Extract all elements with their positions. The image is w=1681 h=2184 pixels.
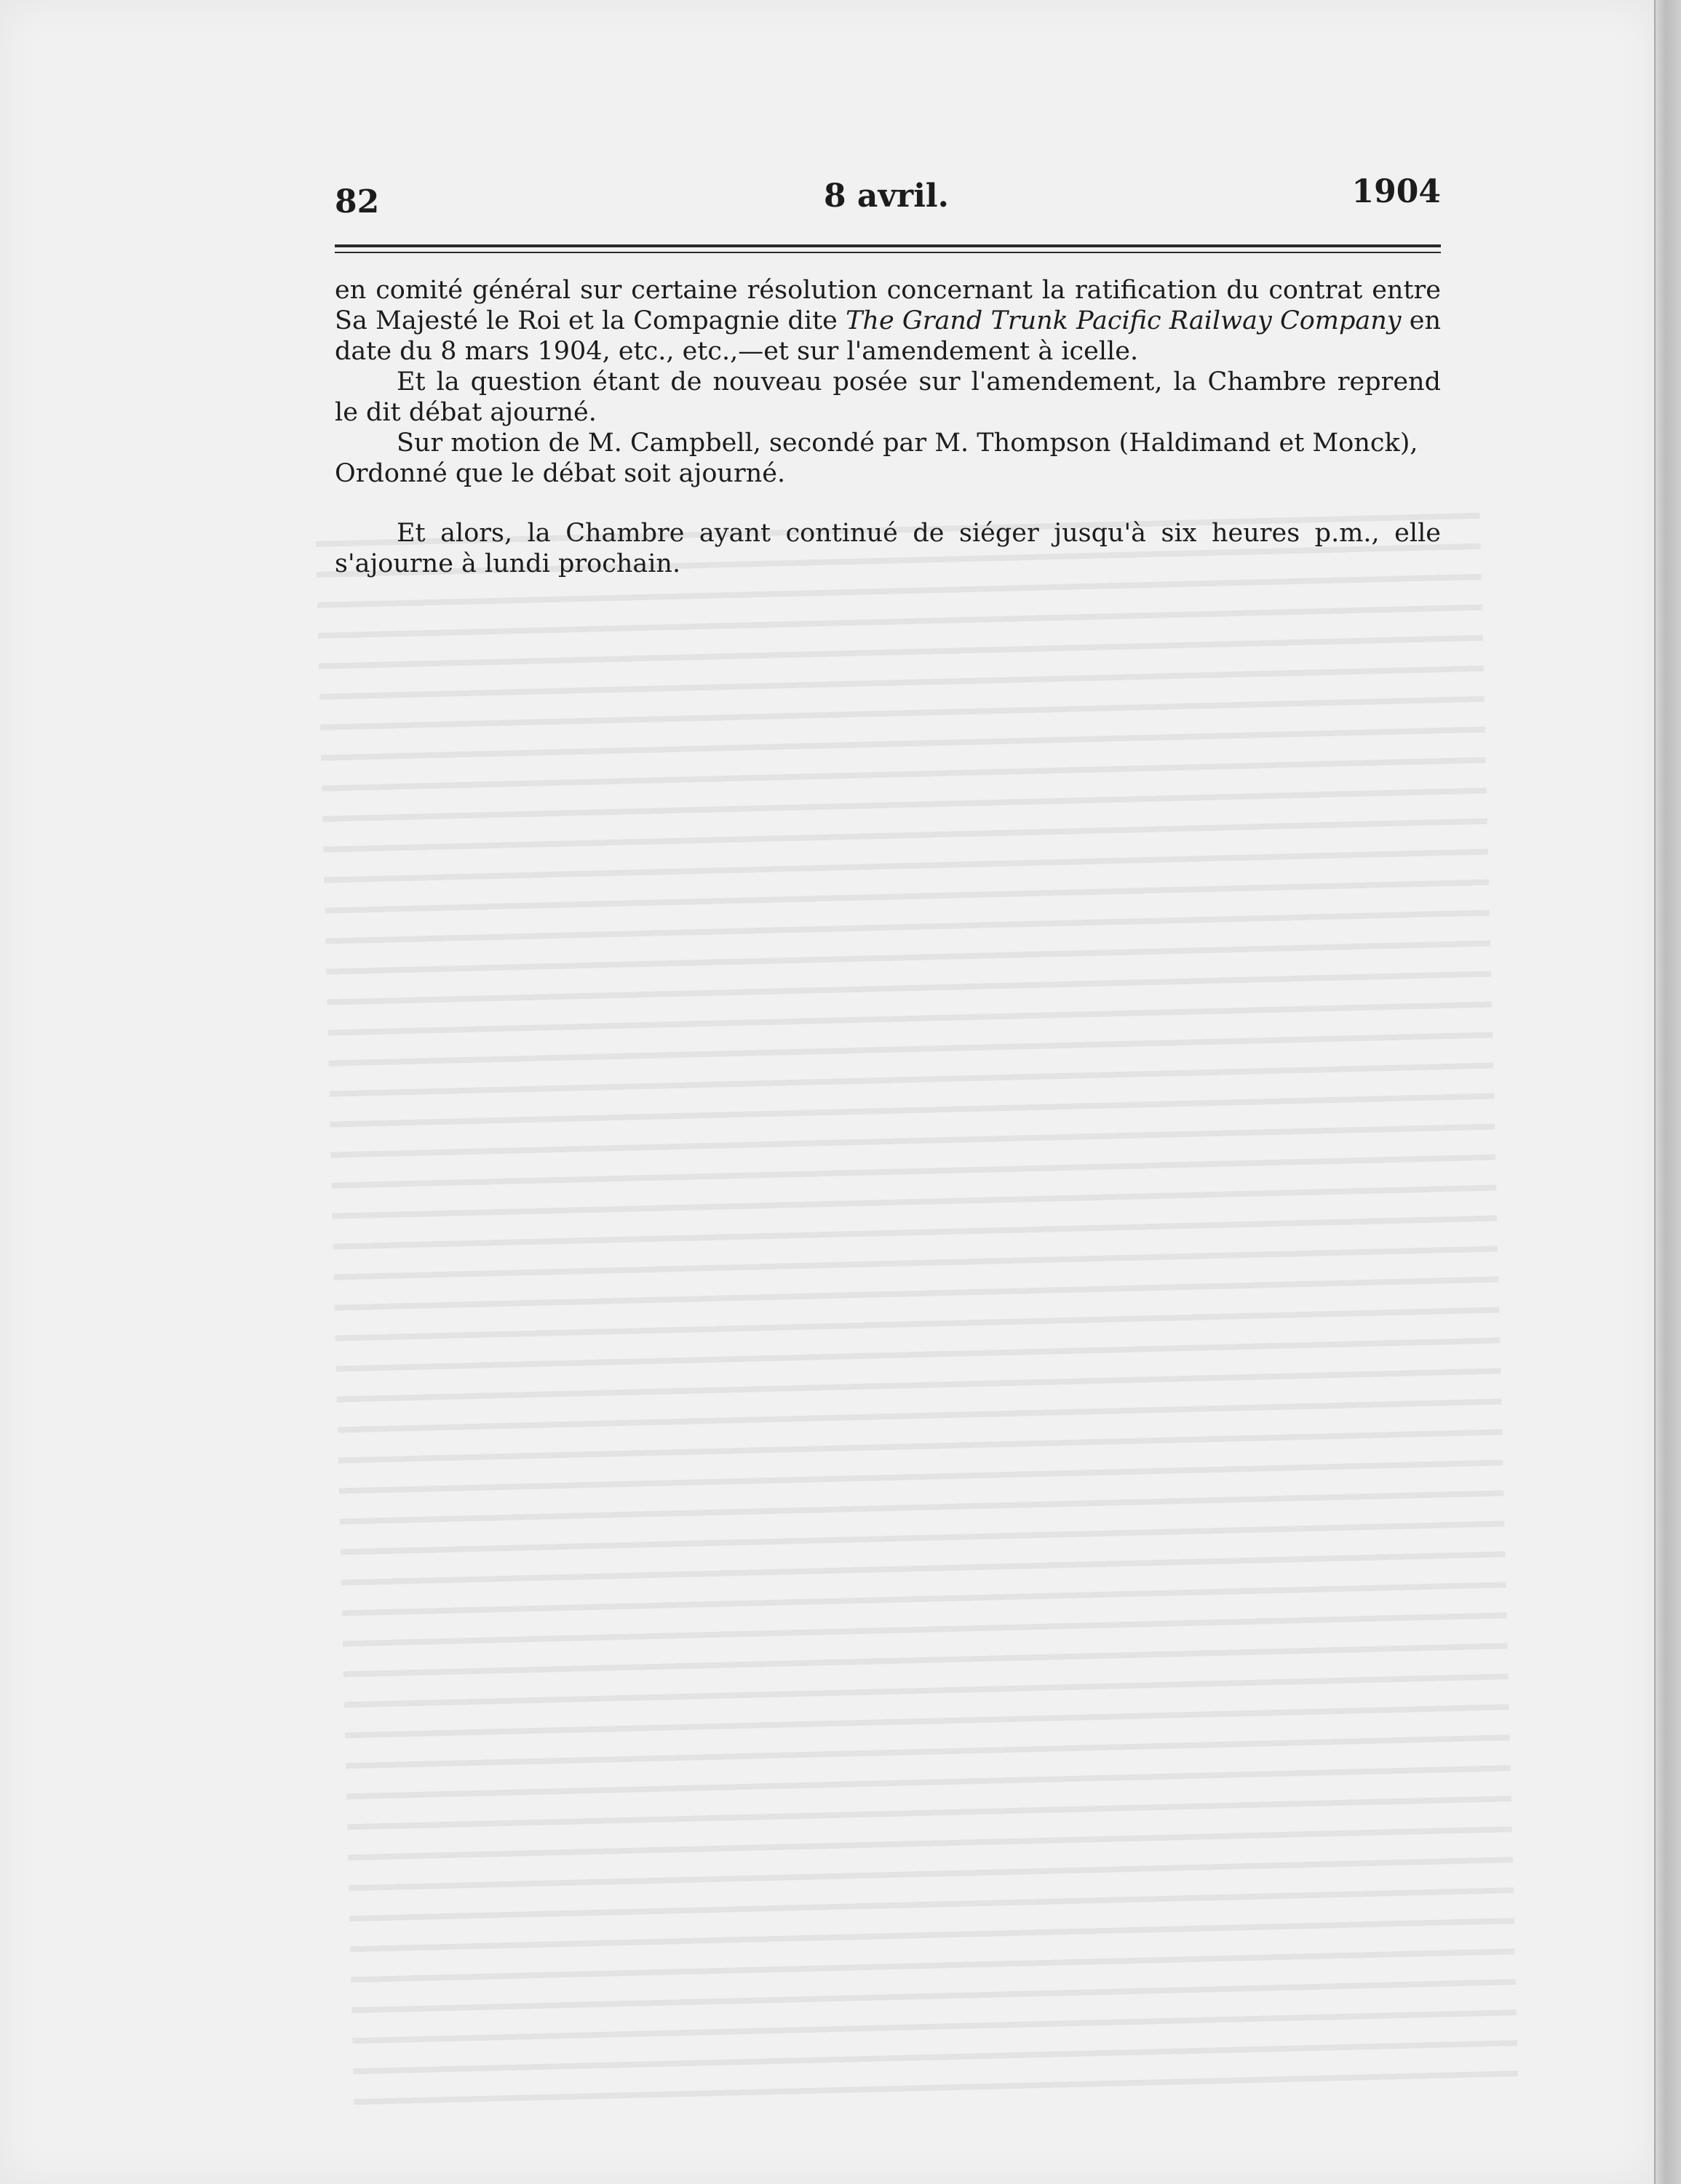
paragraph-question: Et la question étant de nouveau posée sur l'amendement, la Chambre reprend le dit débat ajourné.	[335, 367, 1441, 427]
paragraph-adjournment: Et alors, la Chambre ayant continué de siéger jusqu'à six heures p.m., elle s'ajourne à lundi prochain.	[335, 519, 1441, 578]
page-header	[335, 169, 1441, 220]
paragraph-order: Ordonné que le débat soit ajourné.	[335, 459, 786, 488]
binding-edge	[1654, 0, 1681, 2184]
bleed-through-texture	[315, 495, 1518, 2124]
header-year: 1904	[1351, 173, 1441, 210]
body-text	[335, 275, 1441, 579]
company-name: The Grand Trunk Pacific Railway Company	[846, 306, 1402, 335]
header-rule-thin	[335, 252, 1441, 253]
paragraph-motion: Sur motion de M. Campbell, secondé par M. Thompson (Haldimand et Monck),	[397, 429, 1418, 458]
header-rule-thick	[335, 244, 1441, 247]
header-date: 8 avril.	[824, 178, 949, 215]
paragraph-committee-after: en date du 8 mars 1904, etc., etc.,—et sur l'amendement à icelle.	[335, 306, 1441, 366]
page-number: 82	[335, 183, 380, 220]
paragraph-committee	[335, 275, 1441, 367]
paragraph-committee-before: en comité général sur certaine résolution concernant la ratification du contrat entre Sa Majesté le Roi et la Compagnie dite	[335, 276, 1441, 335]
